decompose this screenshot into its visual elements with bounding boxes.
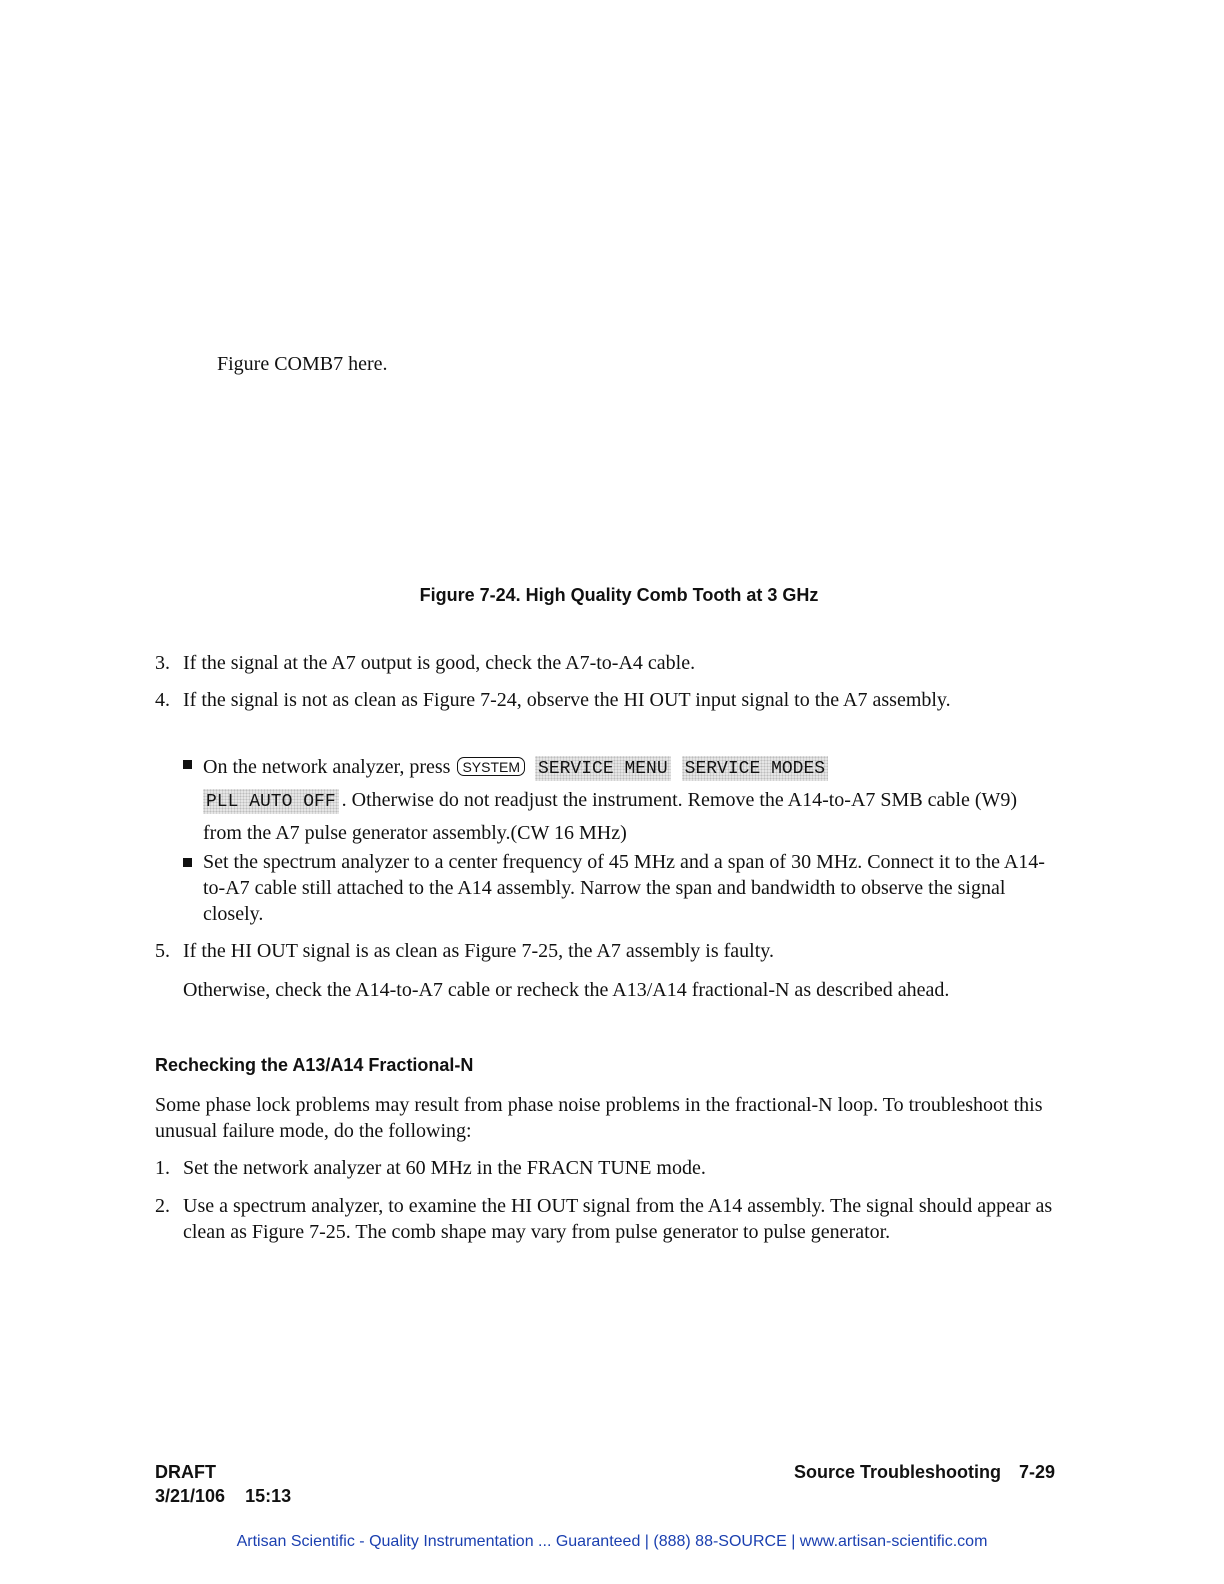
figure-caption: Figure 7-24. High Quality Comb Tooth at 3 GHz [419, 585, 819, 605]
footer-datetime: 3/21/106 15:13 [155, 1486, 292, 1506]
step-3 [155, 650, 1055, 676]
footer-page-number: 7-29 [1018, 1462, 1055, 1482]
step-text: Use a spectrum analyzer, to examine the HI OUT signal from the A14 assembly. The signal should appear as clean as Figure 7-25. The comb shape may vary from pulse generator to pulse generator. [183, 1195, 1053, 1243]
step-number: 3. [155, 652, 170, 674]
softkey-service-modes[interactable]: SERVICE MODES [682, 756, 828, 781]
bullet-suffix: . Otherwise do not readjust the instrument. Remove the A14-to-A7 SMB cable (W9) from the A7 pulse generator assembly.(CW 16 MHz) [203, 789, 1018, 844]
footer-chapter: Source Troubleshooting [793, 1462, 1001, 1482]
figure-placeholder-text: Figure COMB7 here. [217, 353, 388, 375]
footer-right [794, 1460, 1055, 1484]
step-number: 1. [155, 1157, 170, 1179]
step-text: If the signal is not as clean as Figure 7-24, observe the HI OUT input signal to the A7 assembly. [183, 689, 951, 711]
footer-draft: DRAFT [155, 1462, 216, 1482]
softkey-service-menu[interactable]: SERVICE MENU [535, 756, 671, 781]
bullet-spectrum-analyzer [183, 849, 1055, 927]
bullet-text: Set the spectrum analyzer to a center frequency of 45 MHz and a span of 30 MHz. Connect it to the A14-to-A7 cable still attached to the A14 assembly. Narrow the span and bandwidth to observe the signal closely. [203, 851, 1045, 925]
footer-left [155, 1460, 291, 1508]
step-4 [155, 687, 1055, 713]
step-text: If the signal at the A7 output is good, check the A7-to-A4 cable. [183, 652, 696, 674]
step-number: 5. [155, 940, 170, 962]
step-number: 4. [155, 689, 170, 711]
step-text: If the HI OUT signal is as clean as Figure 7-25, the A7 assembly is faulty. [183, 940, 774, 962]
softkey-pll-auto-off[interactable]: PLL AUTO OFF [203, 789, 339, 814]
section-step-1 [155, 1155, 1055, 1181]
bullet-prefix: On the network analyzer, press [203, 756, 451, 778]
step-text: Set the network analyzer at 60 MHz in the FRACN TUNE mode. [183, 1157, 706, 1179]
system-key[interactable]: SYSTEM [457, 757, 525, 776]
section-step-2 [155, 1193, 1055, 1245]
step-5 [155, 938, 1055, 1003]
intro-paragraph: Some phase lock problems may result from phase noise problems in the fractional-N loop. To troubleshoot this unusual failure mode, do the following: [155, 1094, 1043, 1142]
watermark-link[interactable]: Artisan Scientific - Quality Instrumentation ... Guaranteed | (888) 88-SOURCE | www.artisan-scientific.com [236, 1533, 988, 1550]
bullet-text [203, 751, 1055, 850]
section-heading: Rechecking the A13/A14 Fractional-N [155, 1055, 474, 1075]
bullet-square-icon [183, 858, 192, 867]
step-number: 2. [155, 1195, 170, 1217]
bullet-network-analyzer [183, 751, 1055, 850]
bullet-square-icon [183, 760, 192, 769]
step-continuation: Otherwise, check the A14-to-A7 cable or recheck the A13/A14 fractional-N as described ahead. [183, 979, 950, 1001]
